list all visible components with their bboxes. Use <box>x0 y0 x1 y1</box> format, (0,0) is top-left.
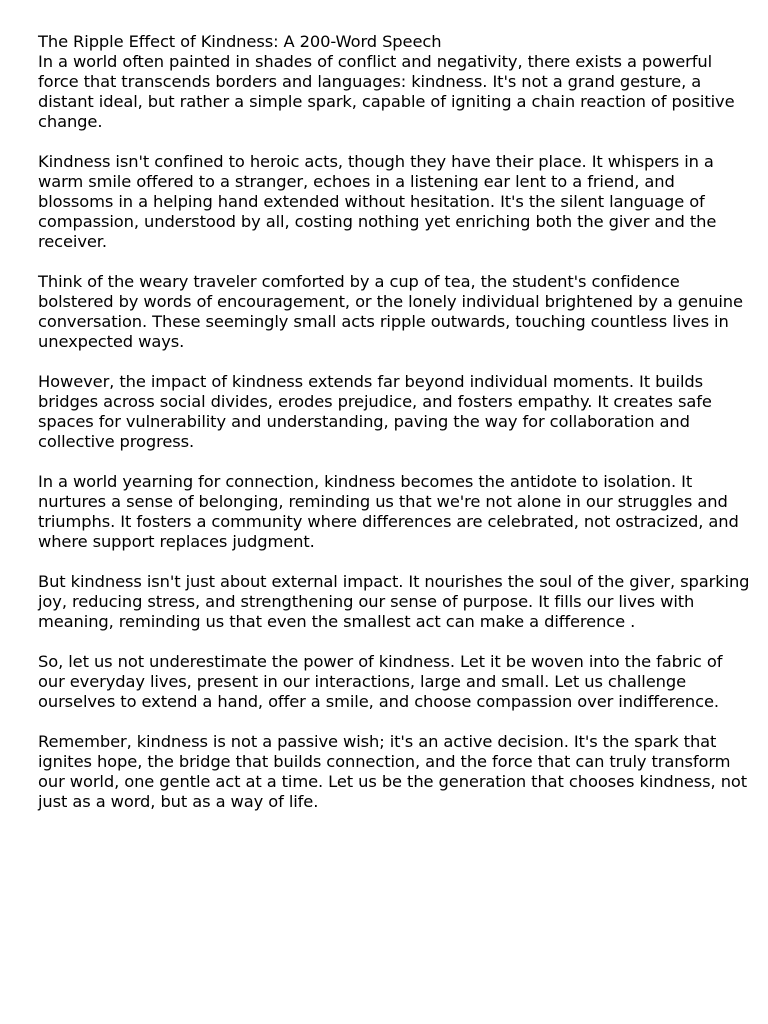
paragraph-8: Remember, kindness is not a passive wish; it's an active decision. It's the spark that ignites hope, the bridge that builds connection, and the force that can truly transform our world, one gentle act at a time. Let us be the generation that chooses kindness, not just as a word, but as a way of life. <box>38 732 748 811</box>
document-title: The Ripple Effect of Kindness: A 200-Word Speech <box>38 32 442 51</box>
paragraph-5: In a world yearning for connection, kindness becomes the antidote to isolation. It nurtures a sense of belonging, reminding us that we're not alone in our struggles and triumphs. It fosters a community where differences are celebrated, not ostracized, and where support replaces judgment. <box>38 472 739 551</box>
paragraph-1: In a world often painted in shades of conflict and negativity, there exists a powerful force that transcends borders and languages: kindness. It's not a grand gesture, a distant ideal, but rather a simple spark, capable of igniting a chain reaction of positive change. <box>38 52 735 131</box>
paragraph-7: So, let us not underestimate the power of kindness. Let it be woven into the fabric of our everyday lives, present in our interactions, large and small. Let us challenge ourselves to extend a hand, offer a smile, and choose compassion over indifference. <box>38 652 723 711</box>
paragraph-6: But kindness isn't just about external impact. It nourishes the soul of the giver, sparking joy, reducing stress, and strengthening our sense of purpose. It fills our lives with meaning, reminding us that even the smallest act can make a difference . <box>38 572 750 631</box>
document-page <box>38 32 750 832</box>
paragraph-4: However, the impact of kindness extends far beyond individual moments. It builds bridges across social divides, erodes prejudice, and fosters empathy. It creates safe spaces for vulnerability and understanding, paving the way for collaboration and collective progress. <box>38 372 712 451</box>
paragraph-2: Kindness isn't confined to heroic acts, though they have their place. It whispers in a warm smile offered to a stranger, echoes in a listening ear lent to a friend, and blossoms in a helping hand extended without hesitation. It's the silent language of compassion, understood by all, costing nothing yet enriching both the giver and the receiver. <box>38 152 717 251</box>
paragraph-3: Think of the weary traveler comforted by a cup of tea, the student's confidence bolstered by words of encouragement, or the lonely individual brightened by a genuine conversation. These seemingly small acts ripple outwards, touching countless lives in unexpected ways. <box>38 272 743 351</box>
